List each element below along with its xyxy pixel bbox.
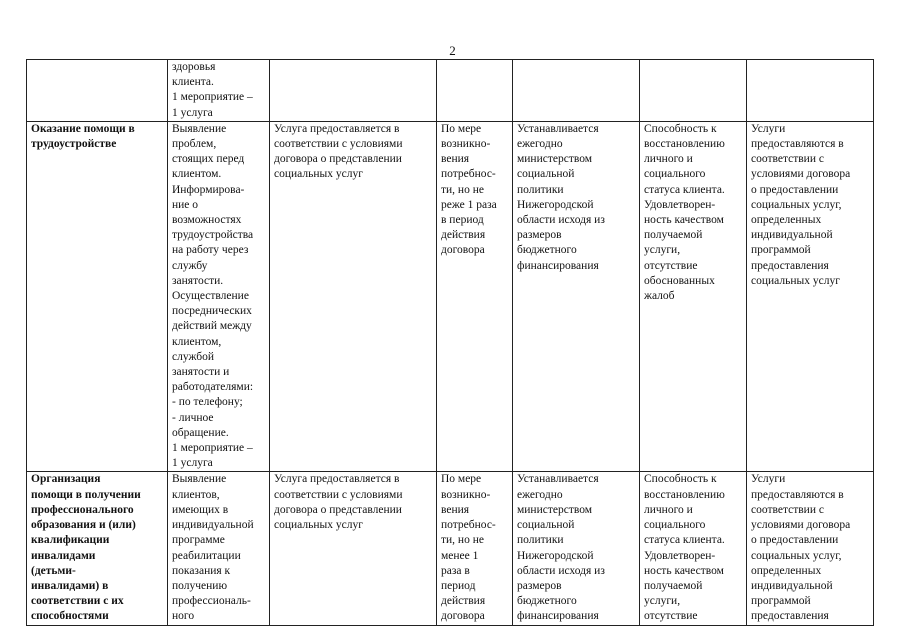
service-conditions-cell: Услуга предоставляется в соответствии с условиями договора о представлении социальных услуг bbox=[270, 472, 437, 625]
table-row bbox=[27, 60, 874, 122]
table-row bbox=[27, 472, 874, 625]
service-conditions-cell bbox=[270, 60, 437, 122]
service-frequency-cell bbox=[437, 60, 513, 122]
service-conditions-cell: Услуга предоставляется в соответствии с условиями договора о представлении социальных услуг bbox=[270, 121, 437, 472]
service-name-cell bbox=[27, 60, 168, 122]
service-terms-cell: Услуги предоставляются в соответствии с условиями договора о предоставлении социальных услуг, определенных индивидуальной программой предоставления социальных услуг bbox=[747, 121, 874, 472]
service-quality-cell: Способность к восстановлению личного и социального статуса клиента. Удовлетворен- ность качеством получаемой услуги, отсутствие обоснованных жалоб bbox=[640, 121, 747, 472]
service-tariff-cell bbox=[513, 60, 640, 122]
service-content-cell: здоровья клиента. 1 мероприятие – 1 услуга bbox=[168, 60, 270, 122]
page-number: 2 bbox=[449, 43, 456, 58]
service-quality-cell bbox=[640, 60, 747, 122]
service-tariff-cell: Устанавливается ежегодно министерством социальной политики Нижегородской области исходя из размеров бюджетного финансирования bbox=[513, 121, 640, 472]
service-name-cell: Оказание помощи в трудоустройстве bbox=[27, 121, 168, 472]
services-table bbox=[26, 59, 874, 626]
service-quality-cell: Способность к восстановлению личного и социального статуса клиента. Удовлетворен- ность качеством получаемой услуги, отсутствие bbox=[640, 472, 747, 625]
service-frequency-cell: По мере возникно- вения потребнос- ти, но не реже 1 раза в период действия договора bbox=[437, 121, 513, 472]
service-content-cell: Выявление проблем, стоящих перед клиентом. Информирова- ние о возможностях трудоустройства на работу через службу занятости. Осуществление посреднических действий между клиентом, службой занятости и работодателями: - по телефону; - личное обращение. 1 мероприятие – 1 услуга bbox=[168, 121, 270, 472]
service-name-cell: Организация помощи в получении профессионального образования и (или) квалификации инвалидами (детьми- инвалидами) в соответствии с их способностями bbox=[27, 472, 168, 625]
service-terms-cell: Услуги предоставляются в соответствии с условиями договора о предоставлении социальных услуг, определенных индивидуальной программой предоставления bbox=[747, 472, 874, 625]
service-terms-cell bbox=[747, 60, 874, 122]
service-tariff-cell: Устанавливается ежегодно министерством социальной политики Нижегородской области исходя из размеров бюджетного финансирования bbox=[513, 472, 640, 625]
table-row bbox=[27, 121, 874, 472]
service-frequency-cell: По мере возникно- вения потребнос- ти, но не менее 1 раза в период действия договора bbox=[437, 472, 513, 625]
service-content-cell: Выявление клиентов, имеющих в индивидуальной программе реабилитации показания к получению профессиональ- ного bbox=[168, 472, 270, 625]
